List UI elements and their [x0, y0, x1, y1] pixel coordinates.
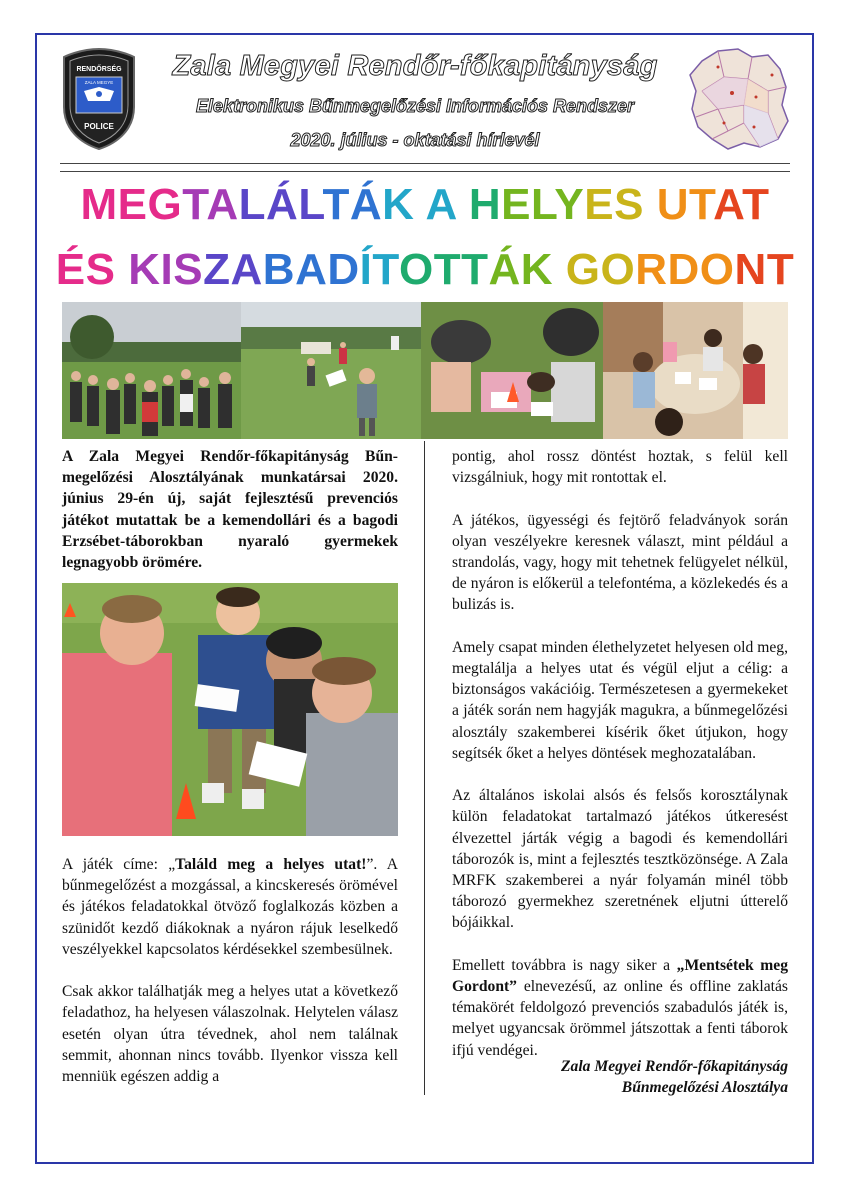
paragraph-dangers: A játékos, ügyességi és fejtörő feladványok során olyan veszélyekre keresnek választ, mint például a strandolás, vagy, hogy mit tehetnek felügyelet nélkül, de nyáron is előkerül a telefontéma, a közlekedés és a bulizás is. [452, 511, 788, 614]
headline-letter: D [667, 245, 700, 294]
headline-letter: K [382, 180, 415, 229]
headline-letter: Í [359, 245, 373, 294]
paragraph-gordon-game: Emellett továbbra is nagy siker a „Mentsétek meg Gordont” elnevezésű, az online és offline zaklatás témakörét feldolgozó prevenciós szabadulós játék is, melyet ugyancsak örömmel játszottak a fenti táborok ifjú vendégei. [452, 956, 788, 1059]
headline-letter: A [295, 245, 328, 294]
headline-letter: A [230, 245, 263, 294]
camp-photo-indoor-table [603, 302, 788, 439]
headline-letter: T [372, 245, 399, 294]
signature [452, 1056, 788, 1098]
headline-letter: T [766, 245, 795, 294]
gordon-game-title: „Mentsétek meg Gordont” [452, 956, 788, 996]
headline-letter: K [128, 245, 161, 294]
headline-letter: A [206, 180, 239, 229]
headline-letter: M [80, 180, 118, 229]
headline-letter: I [160, 245, 174, 294]
header-rule-bottom [60, 171, 790, 172]
paragraph-game-title: A játék címe: „Találd meg a helyes utat!”. A bűnmegelőzést a mozgással, a kincskeresés örömével és játékos feladatokkal ötvöző foglalkozás közben a szünidőt kezdő diákoknak a nyáron rájuk leselkedő veszélyekkel kapcsolatos kérdésekkel szembesülnek. [62, 856, 398, 958]
signature-line-1: Zala Megyei Rendőr-főkapitányság [561, 1058, 788, 1075]
paragraph-age-groups: Az általános iskolai alsós és felsős korosztálynak külön feladatokat tartalmazó játékos útkeresést élvezettel járták végig a bagodi és kemendollári táborozók is, mint a fejlesztés tesztközönsége. A Zala MRFK szakemberei a nyár folyamán minél több táborozó gyermekhez szeretnének eljutni útterelő bójáikkal. [452, 787, 788, 932]
headline-letter: E [501, 180, 532, 229]
headline-letter: R [635, 245, 668, 294]
headline-letter: É [55, 245, 86, 294]
headline-letter: E [584, 180, 615, 229]
paragraph-correct-path: Csak akkor találhatják meg a helyes utat a következő feladathoz, ha helyesen válaszolnak. Helytelen válasz esetén olyan útra tévednek, ahol nem találnak semmit, ahonnan nincs tovább. Ilyenkor vissza kell menniük egészen addig a [62, 983, 398, 1086]
paragraph-safe-vacation: Amely csapat minden élethelyzetet helyesen old meg, megtalálja a helyes utat és végül eljut a célig: a biztonságos vakációig. Természetesen a gyermekeket a játék során nem hagyják magukra, a bűnmegelőzési alosztály szakemberei kísérik őket útjukon, hogy segítsék őket a helyes döntések meghozatalában. [452, 638, 788, 762]
headline-letter: G [147, 180, 183, 229]
headline-letter: K [520, 245, 554, 294]
headline-letter [414, 180, 425, 229]
headline-letter: S [173, 245, 204, 294]
police-badge-icon [60, 47, 138, 151]
headline-line-1 [40, 180, 810, 230]
headline-line-2 [40, 245, 810, 295]
headline-letter: Y [554, 180, 585, 229]
headline-letter: O [398, 245, 434, 294]
headline-letter: T [688, 180, 714, 229]
headline-letter: L [531, 180, 555, 229]
headline-letter: A [713, 180, 743, 229]
headline-letter: E [117, 180, 148, 229]
headline-letter: Á [488, 245, 521, 294]
headline-letter: A [425, 180, 457, 229]
camp-photo-boy-running [241, 302, 421, 439]
headline-letter [644, 180, 657, 229]
badge-county-text: ZALA MEGYE [84, 80, 114, 85]
headline-letter: N [734, 245, 767, 294]
header-rule-top [60, 163, 790, 164]
badge-top-text: RENDŐRSÉG [76, 66, 122, 73]
headline-letter: H [468, 180, 502, 229]
headline-letter: Á [349, 180, 383, 229]
headline-letter: S [85, 245, 116, 294]
org-title: Zala Megyei Rendőr-főkapitányság [172, 50, 658, 82]
headline-letter: Z [203, 245, 231, 294]
headline-letter: O [699, 245, 735, 294]
headline-letter: L [298, 180, 323, 229]
headline-letter: T [322, 180, 350, 229]
system-title: Elektronikus Bűnmegelőzési Információs Rendszer [195, 96, 635, 116]
headline-letter: O [600, 245, 636, 294]
game-title-bold: Találd meg a helyes utat! [175, 856, 367, 873]
headline-letter [553, 245, 566, 294]
headline-letter [456, 180, 469, 229]
left-column [62, 854, 398, 1108]
headline-letter: S [614, 180, 644, 229]
paragraph-continuation: pontig, ahol rossz döntést hoztak, s felül kell vizsgálniuk, hogy mit rontottak el. [452, 448, 788, 487]
headline-letter: U [656, 180, 689, 229]
headline-letter: L [238, 180, 267, 229]
headline-letter: T [461, 245, 489, 294]
headline-letter [116, 245, 129, 294]
headline-letter: T [182, 180, 207, 229]
right-column [452, 446, 788, 1082]
headline-letter: B [262, 245, 296, 294]
camp-photo-children-with-papers [421, 302, 603, 439]
signature-line-2: Bűnmegelőzési Alosztálya [621, 1079, 788, 1097]
issue-title: 2020. július - oktatási hírlevél [290, 130, 540, 150]
column-divider [424, 441, 425, 1095]
camp-photo-group-on-field [62, 302, 241, 439]
camp-photo-boys-reading-task [62, 583, 398, 836]
headline-letter: T [742, 180, 770, 229]
headline-letter: T [433, 245, 462, 294]
zala-county-map-icon [688, 47, 790, 151]
headline-letter: Á [266, 180, 299, 229]
headline-letter: G [565, 245, 601, 294]
lead-paragraph: A Zala Megyei Rendőr-főkapitányság Bűnmegelőzési Alosztályának munkatársai 2020. június 29-én új, saját fejlesztésű prevenciós játékot mutattak be a kemendollári és a bagodi Erzsébet-táborokban nyaraló gyermekek legnagyobb örömére. [62, 448, 398, 572]
headline-letter: D [327, 245, 360, 294]
badge-bottom-text: POLICE [84, 122, 114, 131]
